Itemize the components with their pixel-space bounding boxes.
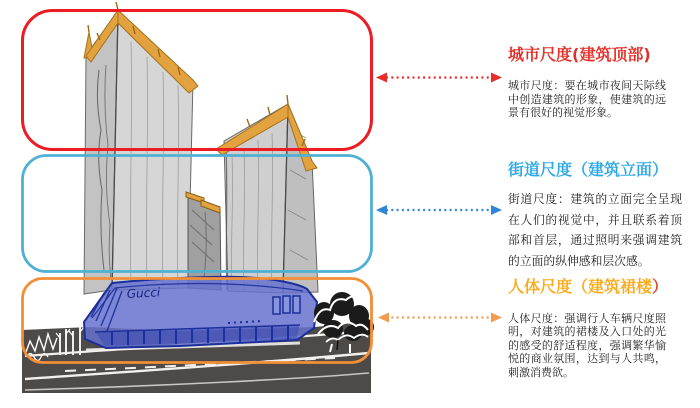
podium-highlight bbox=[84, 277, 317, 348]
city-scale-frame bbox=[23, 11, 372, 150]
human-scale-title-text: 人体尺度（建筑裙楼 bbox=[508, 277, 653, 296]
street-scale-section bbox=[508, 161, 682, 271]
street-scale-body: 街道尺度：建筑的立面完全呈现在人们的视觉中，并且联系着顶部和首层，通过照明来强调建筑的立面的纵伸感和层次感。 bbox=[508, 192, 682, 268]
city-scale-title-text: 城市尺度(建筑顶部) bbox=[508, 45, 651, 64]
human-scale-body: 人体尺度：强调行人车辆尺度照明，对建筑的裙楼及入口处的光的感受的舒适程度，强调繁华愉悦的商业氛围，达到与人共鸣，刺激消费欲。 bbox=[508, 312, 666, 379]
city-scale-body: 城市尺度：要在城市夜间天际线中创造建筑的形象，使建筑的远景有很好的视觉形象。 bbox=[508, 79, 666, 120]
street-scale-title-text: 街道尺度（建筑立面） bbox=[508, 160, 669, 179]
city-scale-section bbox=[508, 46, 666, 120]
human-scale-title bbox=[508, 278, 668, 296]
podium-sign-text: Gucci bbox=[126, 285, 161, 301]
middle-tower bbox=[186, 192, 221, 290]
street-scale-title bbox=[508, 161, 682, 179]
street-scale-arrow bbox=[376, 205, 502, 215]
human-scale-arrow bbox=[378, 313, 502, 323]
city-scale-arrow bbox=[376, 73, 502, 83]
city-scale-title bbox=[508, 46, 666, 64]
human-scale-section bbox=[508, 278, 668, 379]
podium-windows bbox=[273, 296, 300, 314]
human-scale-title-paren: ） bbox=[652, 277, 669, 296]
right-tower bbox=[216, 95, 318, 293]
